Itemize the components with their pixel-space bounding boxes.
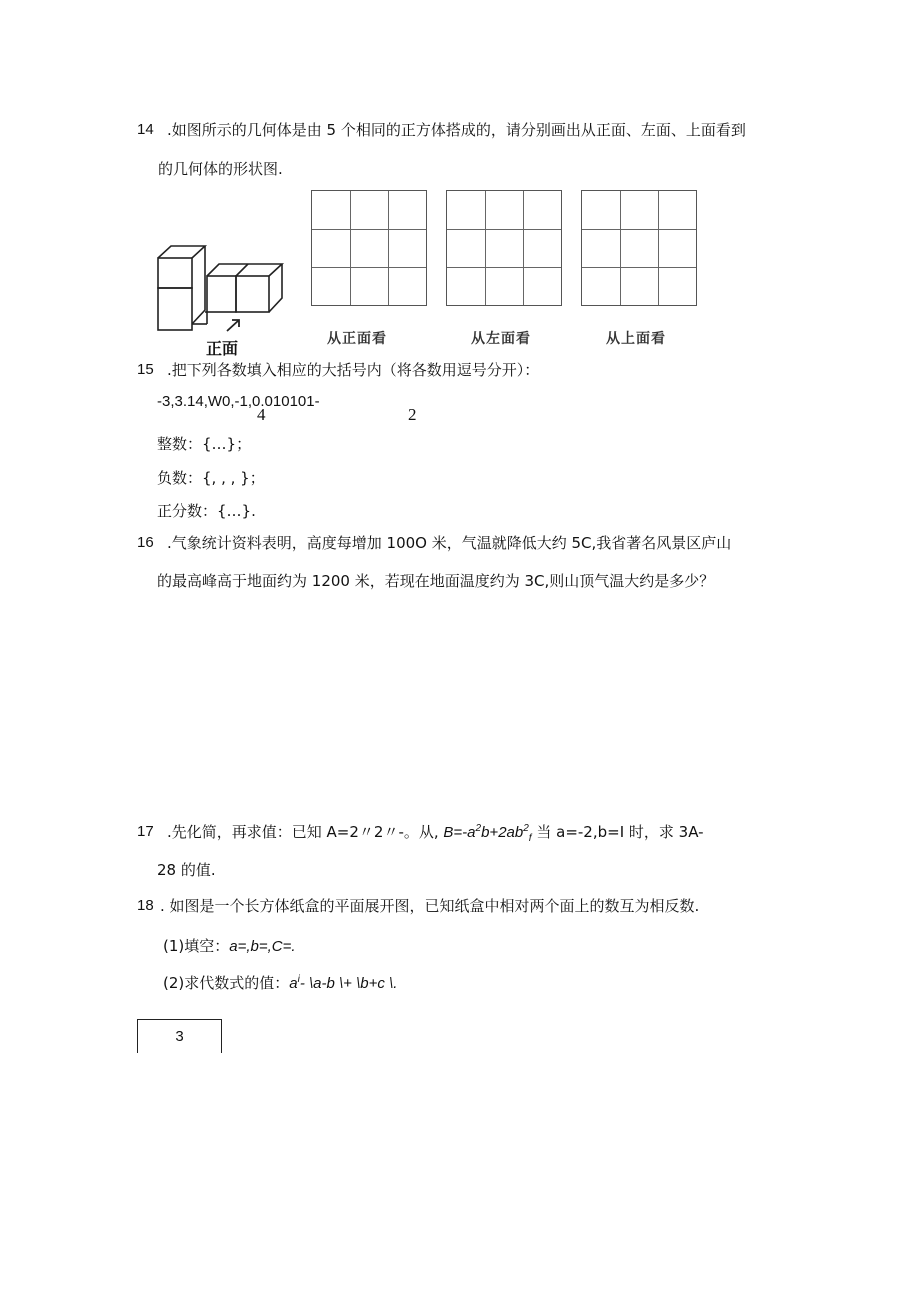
- q18-number: 18: [137, 897, 154, 914]
- front-arrow-icon: [227, 320, 239, 331]
- q15-numbers: -3,3.14,W0,-1,0.010101-: [157, 393, 320, 410]
- q15-denominator-2: 2: [408, 405, 417, 424]
- q14-text-line2: 的几何体的形状图.: [158, 160, 283, 178]
- left-view-grid: [446, 190, 562, 306]
- left-view-label: 从左面看: [471, 331, 531, 347]
- q18-evaluate: (2)求代数式的值：$a^i-$ \a-b \+ \b+c \.: [163, 974, 398, 992]
- q14-number: 14: [137, 121, 154, 138]
- q15-denominator-4: 4: [257, 405, 266, 424]
- q15-negatives: 负数：{, , , }；: [157, 469, 265, 487]
- q17-text: [167, 821, 704, 844]
- q17-b-expr: $B=-a^2b+2ab^2_f$: [443, 823, 532, 844]
- q16-text-line2: 的最高峰高于地面约为 1200 米，若现在地面温度约为 3C,则山顶气温大约是多少？: [157, 572, 715, 590]
- q15-text-line1: .把下列各数填入相应的大括号内（将各数用逗号分开）：: [167, 361, 540, 379]
- q18-fill-blank: (1)填空：a=,b=,C=.: [163, 937, 296, 955]
- q14-text-line1: .如图所示的几何体是由 5 个相同的正方体搭成的，请分别画出从正面、左面、上面看到: [167, 121, 746, 139]
- front-label: 正面: [206, 339, 239, 358]
- net-box-value: 3: [175, 1028, 184, 1045]
- front-view-label: 从正面看: [327, 331, 387, 347]
- cube-top-front: [158, 258, 192, 288]
- q16-text-line1: .气象统计资料表明，高度每增加 100O 米，气温就降低大约 5C,我省著名风景区庐山: [167, 534, 732, 552]
- q16-number: 16: [137, 534, 154, 551]
- net-box: [137, 1019, 222, 1053]
- q17-number: 17: [137, 823, 154, 840]
- top-view-label: 从上面看: [606, 331, 666, 347]
- q15-integers: 整数：{…}；: [157, 435, 252, 453]
- q17-part1: .先化简，再求值：已知 A=2〃2〃-。从,: [167, 823, 439, 841]
- cube-bottom-front: [158, 288, 192, 330]
- q15-positive-fractions: 正分数：{…}.: [157, 502, 256, 520]
- q17-part2: 当 a=-2,b=I 时，求 3A-: [536, 823, 704, 841]
- q15-number: 15: [137, 361, 154, 378]
- cube-top-face: [158, 246, 205, 258]
- q18-text-line1: . 如图是一个长方体纸盒的平面展开图，已知纸盒中相对两个面上的数互为相反数.: [160, 897, 700, 915]
- top-view-grid: [581, 190, 697, 306]
- cube-side-face: [192, 246, 205, 324]
- front-view-grid: [311, 190, 427, 306]
- q17-text-line2: 28 的值.: [157, 861, 216, 879]
